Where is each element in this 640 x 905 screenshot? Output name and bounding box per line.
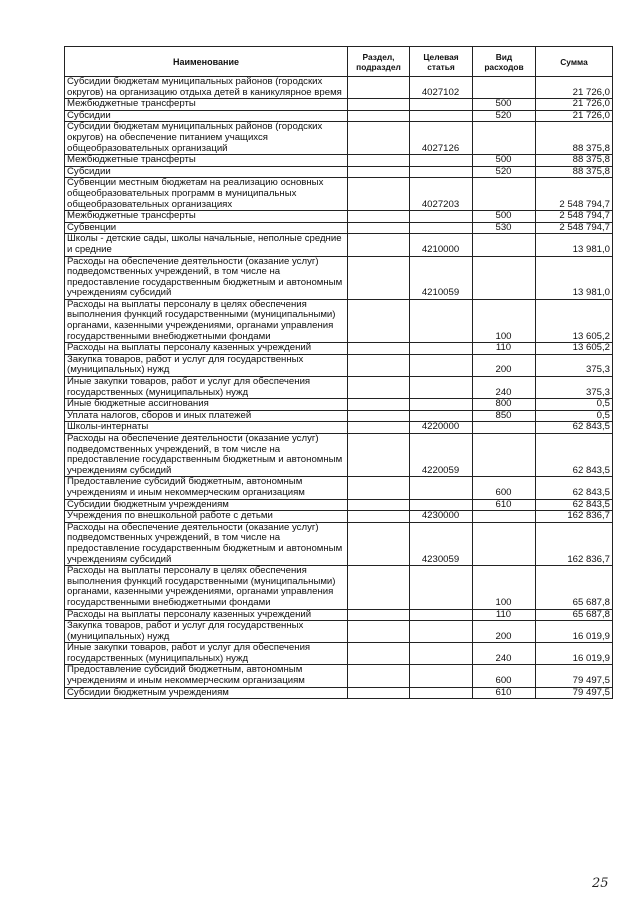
- cell-name: Иные закупки товаров, работ и услуг для обеспечения государственных (муниципальных) нужд: [65, 643, 348, 665]
- cell-section: [348, 155, 410, 167]
- budget-table: [64, 46, 613, 699]
- cell-sum: 162 836,7: [536, 522, 613, 565]
- cell-section: [348, 566, 410, 609]
- cell-name: Расходы на выплаты персоналу казенных учреждений: [65, 343, 348, 355]
- cell-type: 610: [473, 687, 536, 699]
- cell-type: 500: [473, 155, 536, 167]
- cell-sum: 21 726,0: [536, 110, 613, 122]
- table-row: [65, 434, 613, 477]
- cell-type: 520: [473, 166, 536, 178]
- cell-section: [348, 234, 410, 256]
- cell-target: [410, 665, 473, 687]
- table-row: [65, 211, 613, 223]
- table-row: [65, 566, 613, 609]
- table-row: [65, 222, 613, 234]
- cell-name: Закупка товаров, работ и услуг для государственных (муниципальных) нужд: [65, 621, 348, 643]
- table-row: [65, 377, 613, 399]
- table-row: [65, 178, 613, 211]
- cell-type: [473, 434, 536, 477]
- cell-type: 240: [473, 643, 536, 665]
- cell-target: [410, 155, 473, 167]
- cell-sum: 65 687,8: [536, 566, 613, 609]
- header-target: Целевая статья: [410, 47, 473, 77]
- cell-section: [348, 410, 410, 422]
- cell-type: [473, 178, 536, 211]
- table-row: [65, 410, 613, 422]
- cell-target: 4230059: [410, 522, 473, 565]
- cell-target: [410, 566, 473, 609]
- table-row: [65, 343, 613, 355]
- cell-section: [348, 511, 410, 523]
- table-row: [65, 122, 613, 155]
- cell-name: Расходы на обеспечение деятельности (оказание услуг) подведомственных учреждений, в том числе на предоставление государственным бюджетным и автономным учреждениям субсидий: [65, 256, 348, 299]
- cell-name: Субсидии бюджетным учреждениям: [65, 499, 348, 511]
- cell-target: [410, 166, 473, 178]
- table-row: [65, 477, 613, 499]
- cell-name: Школы - детские сады, школы начальные, неполные средние и средние: [65, 234, 348, 256]
- cell-section: [348, 609, 410, 621]
- cell-sum: 88 375,8: [536, 166, 613, 178]
- table-row: [65, 643, 613, 665]
- budget-table-page: [64, 46, 612, 699]
- cell-target: [410, 399, 473, 411]
- cell-target: [410, 621, 473, 643]
- cell-type: [473, 522, 536, 565]
- table-row: [65, 256, 613, 299]
- cell-target: [410, 299, 473, 342]
- table-row: [65, 422, 613, 434]
- cell-section: [348, 211, 410, 223]
- cell-sum: 62 843,5: [536, 477, 613, 499]
- table-header: [65, 47, 613, 77]
- cell-sum: 0,5: [536, 399, 613, 411]
- table-row: [65, 77, 613, 99]
- cell-type: [473, 256, 536, 299]
- cell-name: Школы-интернаты: [65, 422, 348, 434]
- cell-section: [348, 399, 410, 411]
- cell-name: Иные бюджетные ассигнования: [65, 399, 348, 411]
- table-row: [65, 511, 613, 523]
- cell-name: Расходы на выплаты персоналу в целях обеспечения выполнения функций государственными (муниципальными) органами, казенными учреждениями, органами управления государственными внебюджетными фондами: [65, 299, 348, 342]
- cell-target: [410, 643, 473, 665]
- cell-name: Предоставление субсидий бюджетным, автономным учреждениям и иным некоммерческим организациям: [65, 477, 348, 499]
- cell-target: [410, 354, 473, 376]
- cell-type: 530: [473, 222, 536, 234]
- cell-section: [348, 122, 410, 155]
- table-row: [65, 166, 613, 178]
- cell-sum: 62 843,5: [536, 422, 613, 434]
- cell-type: 520: [473, 110, 536, 122]
- table-body: [65, 77, 613, 699]
- cell-section: [348, 166, 410, 178]
- header-type: Вид расходов: [473, 47, 536, 77]
- cell-section: [348, 665, 410, 687]
- cell-sum: 65 687,8: [536, 609, 613, 621]
- cell-type: 500: [473, 99, 536, 111]
- cell-name: Субсидии бюджетам муниципальных районов (городских округов) на организацию отдыха детей в каникулярное время: [65, 77, 348, 99]
- table-row: [65, 687, 613, 699]
- cell-sum: 21 726,0: [536, 77, 613, 99]
- cell-target: 4027102: [410, 77, 473, 99]
- cell-section: [348, 110, 410, 122]
- cell-name: Расходы на обеспечение деятельности (оказание услуг) подведомственных учреждений, в том числе на предоставление государственным бюджетным и автономным учреждениям субсидий: [65, 522, 348, 565]
- cell-target: [410, 609, 473, 621]
- cell-sum: 16 019,9: [536, 643, 613, 665]
- cell-target: [410, 377, 473, 399]
- cell-section: [348, 621, 410, 643]
- cell-type: 610: [473, 499, 536, 511]
- table-row: [65, 299, 613, 342]
- cell-name: Расходы на обеспечение деятельности (оказание услуг) подведомственных учреждений, в том числе на предоставление государственным бюджетным и автономным учреждениям субсидий: [65, 434, 348, 477]
- cell-name: Субсидии бюджетным учреждениям: [65, 687, 348, 699]
- cell-section: [348, 499, 410, 511]
- table-row: [65, 99, 613, 111]
- cell-target: [410, 222, 473, 234]
- cell-target: 4027126: [410, 122, 473, 155]
- table-row: [65, 399, 613, 411]
- cell-type: 500: [473, 211, 536, 223]
- cell-sum: 375,3: [536, 377, 613, 399]
- cell-sum: 79 497,5: [536, 687, 613, 699]
- cell-type: 110: [473, 343, 536, 355]
- cell-name: Расходы на выплаты персоналу казенных учреждений: [65, 609, 348, 621]
- cell-name: Субсидии: [65, 166, 348, 178]
- cell-type: 600: [473, 477, 536, 499]
- cell-name: Субсидии бюджетам муниципальных районов (городских округов) на обеспечение питанием учащихся общеобразовательных организаций: [65, 122, 348, 155]
- cell-name: Межбюджетные трансферты: [65, 155, 348, 167]
- cell-sum: 162 836,7: [536, 511, 613, 523]
- cell-sum: 88 375,8: [536, 155, 613, 167]
- cell-target: [410, 343, 473, 355]
- cell-sum: 21 726,0: [536, 99, 613, 111]
- cell-type: [473, 122, 536, 155]
- cell-target: 4210000: [410, 234, 473, 256]
- table-row: [65, 354, 613, 376]
- cell-section: [348, 77, 410, 99]
- cell-type: 850: [473, 410, 536, 422]
- cell-name: Закупка товаров, работ и услуг для государственных (муниципальных) нужд: [65, 354, 348, 376]
- cell-target: [410, 477, 473, 499]
- cell-target: 4027203: [410, 178, 473, 211]
- cell-type: 800: [473, 399, 536, 411]
- header-section: Раздел, подраздел: [348, 47, 410, 77]
- cell-name: Субвенции местным бюджетам на реализацию основных общеобразовательных программ в муниципальных общеобразовательных организациях: [65, 178, 348, 211]
- cell-section: [348, 377, 410, 399]
- cell-target: [410, 110, 473, 122]
- cell-target: [410, 99, 473, 111]
- cell-target: 4210059: [410, 256, 473, 299]
- cell-section: [348, 477, 410, 499]
- cell-name: Субвенции: [65, 222, 348, 234]
- cell-sum: 13 981,0: [536, 234, 613, 256]
- cell-section: [348, 299, 410, 342]
- cell-section: [348, 99, 410, 111]
- table-row: [65, 499, 613, 511]
- table-row: [65, 234, 613, 256]
- cell-type: 240: [473, 377, 536, 399]
- cell-section: [348, 256, 410, 299]
- header-name: Наименование: [65, 47, 348, 77]
- cell-name: Предоставление субсидий бюджетным, автономным учреждениям и иным некоммерческим организациям: [65, 665, 348, 687]
- cell-name: Межбюджетные трансферты: [65, 211, 348, 223]
- cell-name: Уплата налогов, сборов и иных платежей: [65, 410, 348, 422]
- table-row: [65, 609, 613, 621]
- table-row: [65, 665, 613, 687]
- cell-target: [410, 410, 473, 422]
- cell-target: 4220059: [410, 434, 473, 477]
- cell-section: [348, 687, 410, 699]
- cell-type: [473, 511, 536, 523]
- cell-type: [473, 422, 536, 434]
- cell-sum: 62 843,5: [536, 434, 613, 477]
- cell-section: [348, 178, 410, 211]
- table-row: [65, 522, 613, 565]
- table-row: [65, 621, 613, 643]
- cell-name: Иные закупки товаров, работ и услуг для обеспечения государственных (муниципальных) нужд: [65, 377, 348, 399]
- cell-target: 4230000: [410, 511, 473, 523]
- cell-section: [348, 434, 410, 477]
- cell-name: Расходы на выплаты персоналу в целях обеспечения выполнения функций государственными (муниципальными) органами, казенными учреждениями, органами управления государственными внебюджетными фондами: [65, 566, 348, 609]
- cell-name: Межбюджетные трансферты: [65, 99, 348, 111]
- cell-type: [473, 77, 536, 99]
- cell-type: 200: [473, 621, 536, 643]
- cell-target: [410, 499, 473, 511]
- cell-target: [410, 687, 473, 699]
- cell-section: [348, 343, 410, 355]
- cell-sum: 13 605,2: [536, 299, 613, 342]
- cell-section: [348, 643, 410, 665]
- cell-section: [348, 222, 410, 234]
- cell-sum: 2 548 794,7: [536, 211, 613, 223]
- cell-section: [348, 522, 410, 565]
- cell-sum: 13 605,2: [536, 343, 613, 355]
- table-row: [65, 110, 613, 122]
- cell-target: [410, 211, 473, 223]
- cell-section: [348, 354, 410, 376]
- cell-sum: 13 981,0: [536, 256, 613, 299]
- cell-name: Учреждения по внешкольной работе с детьми: [65, 511, 348, 523]
- table-row: [65, 155, 613, 167]
- cell-sum: 88 375,8: [536, 122, 613, 155]
- cell-type: [473, 234, 536, 256]
- cell-sum: 0,5: [536, 410, 613, 422]
- cell-type: 110: [473, 609, 536, 621]
- cell-sum: 62 843,5: [536, 499, 613, 511]
- cell-sum: 79 497,5: [536, 665, 613, 687]
- cell-sum: 2 548 794,7: [536, 222, 613, 234]
- cell-name: Субсидии: [65, 110, 348, 122]
- cell-section: [348, 422, 410, 434]
- page-number: 25: [592, 876, 609, 891]
- cell-type: 200: [473, 354, 536, 376]
- cell-sum: 375,3: [536, 354, 613, 376]
- cell-sum: 2 548 794,7: [536, 178, 613, 211]
- cell-type: 100: [473, 299, 536, 342]
- cell-type: 100: [473, 566, 536, 609]
- cell-sum: 16 019,9: [536, 621, 613, 643]
- cell-target: 4220000: [410, 422, 473, 434]
- cell-type: 600: [473, 665, 536, 687]
- header-sum: Сумма: [536, 47, 613, 77]
